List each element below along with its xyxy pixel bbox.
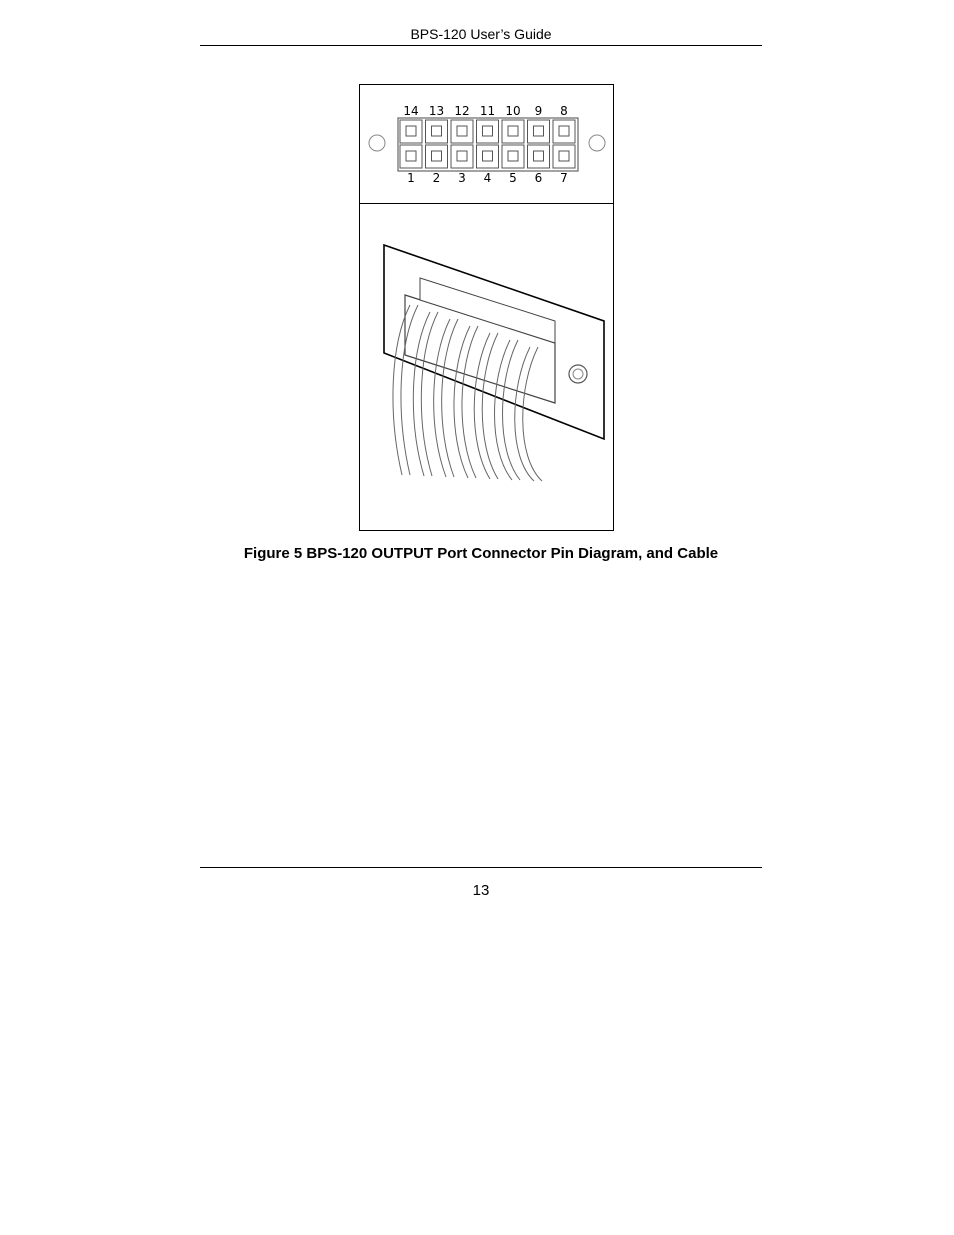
pin-label: 14: [403, 104, 419, 118]
pin-cell: [528, 145, 550, 168]
pin-socket: [559, 126, 569, 136]
pin-socket: [508, 126, 518, 136]
pin-cell: [553, 145, 575, 168]
pin-cell: [528, 120, 550, 143]
pin-label: 2: [432, 171, 441, 185]
footer-rule: [200, 867, 762, 868]
pin-cell: [502, 145, 524, 168]
pin-label: 12: [454, 104, 470, 118]
cable-panel: [360, 203, 613, 530]
mounting-hole-left: [369, 135, 385, 151]
pin-label: 9: [534, 104, 543, 118]
pin-cell: [451, 145, 473, 168]
pin-cells: [400, 120, 575, 168]
figure-caption: Figure 5 BPS-120 OUTPUT Port Connector Pin Diagram, and Cable: [243, 545, 719, 562]
pin-cell: [426, 120, 448, 143]
pin-diagram-panel: [360, 85, 613, 204]
pin-socket: [483, 126, 493, 136]
pin-label: 11: [479, 104, 496, 118]
pin-label: 4: [483, 171, 492, 185]
pin-socket: [559, 151, 569, 161]
pin-socket: [406, 126, 416, 136]
pin-label: 5: [509, 171, 517, 185]
pin-cell: [477, 120, 499, 143]
pin-label: 7: [560, 171, 568, 185]
cable-illustration: [360, 203, 613, 530]
pin-cell: [426, 145, 448, 168]
pin-socket: [432, 126, 442, 136]
pin-label: 8: [560, 104, 568, 118]
pin-socket: [508, 151, 518, 161]
pin-cell: [502, 120, 524, 143]
pin-cell: [553, 120, 575, 143]
pin-label: 3: [458, 171, 466, 185]
pin-cell: [477, 145, 499, 168]
pin-socket: [457, 151, 467, 161]
pin-socket: [406, 151, 416, 161]
pin-cell: [400, 120, 422, 143]
mounting-hole-right: [589, 135, 605, 151]
connector-pin-diagram: [360, 85, 613, 203]
figure-frame: [359, 84, 614, 531]
pin-label: 13: [428, 104, 445, 118]
pin-cell: [451, 120, 473, 143]
pin-socket: [534, 126, 544, 136]
header-rule: [200, 45, 762, 46]
pin-label: 6: [534, 171, 543, 185]
pin-socket: [534, 151, 544, 161]
pin-socket: [457, 126, 467, 136]
page-number: 13: [472, 882, 490, 899]
pin-label: 1: [407, 171, 415, 185]
pin-cell: [400, 145, 422, 168]
pin-label: 10: [505, 104, 521, 118]
pin-socket: [432, 151, 442, 161]
header-title: BPS-120 User’s Guide: [410, 26, 552, 42]
pin-socket: [483, 151, 493, 161]
